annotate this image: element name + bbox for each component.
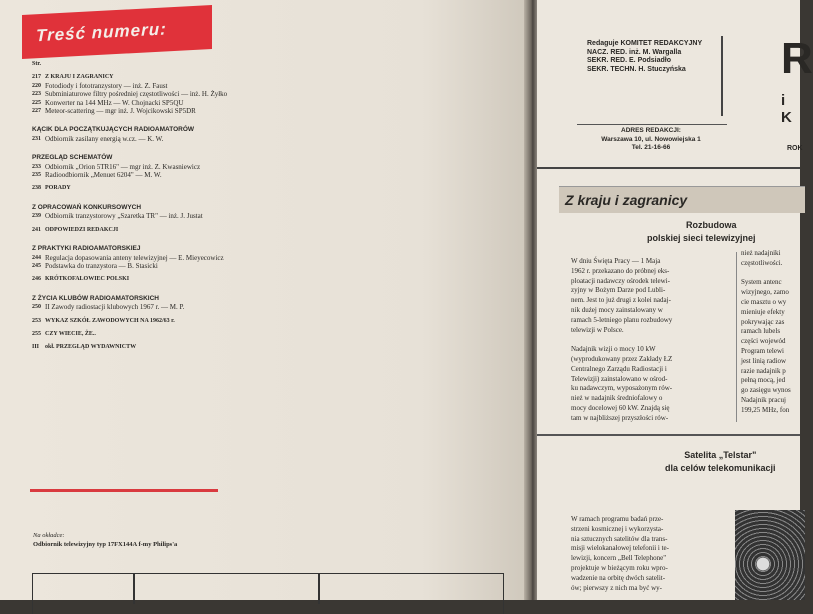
headline-2-line: dla celów telekomunikacji	[665, 463, 776, 473]
article-line: tam w najbliższej przyszłości rów-	[571, 413, 669, 422]
magazine-title-fragment: R	[781, 34, 813, 83]
article-line: wadzenie na orbitę dwóch satelit-	[571, 573, 666, 582]
paragraph-gap	[571, 335, 731, 345]
article-line: nia sztucznych satelitów dla trans-	[571, 534, 668, 543]
headline-1	[647, 219, 756, 245]
toc-entry	[32, 254, 257, 262]
toc-page-number: 231	[32, 135, 41, 142]
headline-2	[665, 449, 776, 475]
address-line: ADRES REDAKCJI:	[621, 127, 681, 134]
toc-entry-text: WYKAZ SZKÓŁ ZAWODOWYCH NA 1962/63 r.	[45, 317, 175, 324]
toc-entry	[32, 303, 257, 311]
toc-entry-text: Subminiaturowe filtry pośredniej częstotliwości — inż. H. Żyłko	[45, 90, 228, 99]
masthead-line: NACZ. RED. inż. M. Wargalla	[587, 48, 682, 56]
satellite-photo	[735, 510, 805, 600]
toc-entry-text: Odbiornik tranzystorowy „Szaretka TR" — inż. J. Justat	[45, 212, 203, 221]
magazine-subtitle-fragment: i K	[781, 92, 792, 126]
toc-entry-text: KRÓTKOFALOWIEC POLSKI	[45, 276, 130, 283]
toc-page-number: 227	[32, 108, 41, 115]
article-line: cie masztu o wy	[741, 297, 787, 306]
masthead-line: Redaguje KOMITET REDAKCYJNY	[587, 40, 703, 47]
article-line: W ramach programu badań prze-	[571, 515, 664, 523]
red-divider	[30, 489, 218, 492]
toc-entry	[32, 135, 257, 143]
toc-page-number: 255	[32, 330, 41, 337]
article-rule	[537, 434, 800, 436]
toc-entry-text: Konwerter na 144 MHz — W. Chojnacki SP5QU	[45, 98, 184, 107]
toc-entry	[32, 90, 257, 98]
address-rule	[577, 124, 727, 125]
bottom-frame	[32, 573, 504, 614]
article-line: System antenc	[741, 278, 782, 287]
toc-section-heading: Z OPRACOWAŃ KONKURSOWYCH	[32, 203, 142, 211]
article-line: mocy docelowej 60 kW. Znajdą się	[571, 403, 670, 412]
toc-section-heading: Z PRAKTYKI RADIOAMATORSKIEJ	[32, 245, 141, 253]
toc-banner	[22, 5, 212, 59]
toc-page-number: 225	[32, 99, 41, 106]
toc-entry	[32, 330, 257, 338]
article-line: części wojewód	[741, 337, 786, 346]
toc-entry	[32, 226, 257, 234]
article-line: Nadajnik wizji o mocy 10 kW	[571, 345, 656, 354]
cover-note	[33, 531, 177, 549]
article-line: ploatacji nadawczy ośrodek telewi-	[571, 276, 670, 285]
masthead-rule	[721, 36, 723, 116]
header-rule	[537, 167, 800, 169]
toc-page-number: 239	[32, 213, 41, 220]
toc-page-number: 244	[32, 254, 41, 261]
section-title: Z kraju i zagranicy	[565, 192, 688, 208]
year-fragment: ROK	[787, 145, 803, 152]
article-line: nik dużej mocy zainstalowany w	[571, 305, 663, 314]
article-line: ów; pierwszy z nich ma być wy-	[571, 583, 662, 592]
toc-entry	[32, 82, 257, 90]
toc-entry	[32, 275, 257, 283]
article-line: razie nadajnik p	[741, 366, 786, 375]
article-line: częstotliwości.	[741, 258, 783, 267]
article-line: jest linią radiow	[741, 356, 787, 365]
toc-entry-text: PORADY	[45, 185, 71, 192]
column-rule	[736, 252, 737, 422]
toc-entry-text: Z KRAJU I ZAGRANICY	[45, 74, 114, 81]
article-line: Centralnego Zarządu Radiostacji i	[571, 364, 667, 373]
article-line: wizyjnego, zamo	[741, 288, 789, 297]
section-banner	[559, 186, 805, 213]
toc-banner-title: Treść numeru:	[36, 19, 167, 46]
toc-entry-text: Podstawka do tranzystora — B. Stasicki	[45, 261, 158, 270]
address-line: Warszawa 10, ul. Nowowiejska 1	[601, 135, 701, 143]
frame-divider	[318, 574, 320, 604]
cover-note-title: Na okładce:	[33, 532, 65, 539]
article-line: Program telewi	[741, 346, 784, 355]
headline-2-line: Satelita „Telstar"	[684, 450, 757, 460]
toc-entry	[32, 317, 257, 325]
toc-entry	[32, 163, 257, 171]
article-2-column-1	[571, 515, 731, 593]
article-line: (wyprodukowany przez Zakłady ŁZ	[571, 354, 673, 363]
toc-entry	[32, 171, 257, 179]
right-page	[537, 0, 813, 600]
toc-entry-text: Fotodiody i fototranzystory — inż. Z. Faust	[45, 81, 168, 90]
article-line: pokrywając zas	[741, 317, 785, 326]
str-label: Str.	[32, 61, 41, 67]
toc-entry	[32, 99, 257, 107]
toc-section-heading: Z ŻYCIA KLUBÓW RADIOAMATORSKICH	[32, 294, 159, 302]
toc-page-number: 220	[32, 82, 41, 89]
toc-entry-text: ODPOWIEDZI REDAKCJI	[45, 226, 119, 233]
article-line: lewizji, koncern „Bell Telephone"	[571, 554, 667, 563]
article-line: nem. Jest to już drugi z kolei nadaj-	[571, 296, 671, 305]
toc-page-number: 235	[32, 172, 41, 179]
toc-page-number: 245	[32, 262, 41, 269]
toc-entry	[32, 262, 257, 270]
article-1-column-1	[571, 257, 731, 424]
toc-page-number: III	[32, 344, 40, 351]
toc-entry-text: Odbiornik „Orion 5TR16" — mgr inż. Z. Kwasniewicz	[45, 162, 201, 171]
article-line: ramach lubels	[741, 327, 781, 336]
article-line: misji wielokanałowej telefonii i te-	[571, 544, 669, 553]
toc-entry	[32, 73, 257, 81]
headline-1-line: Rozbudowa	[686, 220, 737, 230]
toc-entry	[32, 212, 257, 220]
toc-entry-text: II Zawody radiostacji klubowych 1967 r. — M. P.	[45, 303, 185, 312]
toc-entry-text: CZY WIECIE, ŻE..	[45, 330, 96, 337]
article-line: mieniuje efekty	[741, 307, 785, 316]
toc-entry-text: Regulacja dopasowania anteny telewizyjnej — E. Mieyecowicz	[45, 253, 224, 262]
article-line: nież nadajniki	[741, 249, 781, 257]
article-line: zyjny w Bożym Darze pod Lubli-	[571, 286, 666, 295]
article-line: Telewizji) zainstalowano w ośrod-	[571, 374, 668, 383]
headline-1-line: polskiej sieci telewizyjnej	[647, 233, 756, 243]
cover-note-text: Odbiornik telewizyjny typ 17FX144A f-my Philips'a	[33, 541, 178, 548]
article-line: W dniu Święta Pracy — 1 Maja	[571, 257, 661, 265]
toc-page-number: 250	[32, 304, 41, 311]
toc-entry	[32, 184, 257, 192]
article-line: 1962 r. przekazano do próbnej eks-	[571, 266, 670, 275]
article-line	[741, 269, 801, 279]
toc-section-heading: KĄCIK DLA POCZĄTKUJĄCYCH RADIOAMATORÓW	[32, 126, 195, 134]
article-line: telewizji w Polsce.	[571, 325, 624, 334]
toc-entry	[32, 107, 257, 115]
frame-divider	[133, 574, 135, 604]
masthead-line: SEKR. RED. E. Podsiadło	[587, 57, 672, 64]
article-line: nież w nadajnik średniofalowy o	[571, 394, 663, 403]
masthead-line: SEKR. TECHN. H. Stuczyńska	[587, 65, 686, 73]
article-line: ramach 5-letniego planu rozbudowy	[571, 315, 673, 324]
toc-page-number: 246	[32, 276, 41, 283]
toc-page-number: 253	[32, 317, 41, 324]
toc-page-number: 223	[32, 91, 41, 98]
editorial-masthead	[587, 40, 702, 74]
toc-entry	[32, 343, 257, 351]
toc-entry-text: okł. PRZEGLĄD WYDAWNICTW	[45, 344, 137, 351]
address-line: Tel. 21-16-66	[631, 144, 671, 151]
article-line: projektuje w bieżącym roku wpro-	[571, 563, 668, 572]
table-of-contents	[32, 60, 257, 352]
article-line: 199,25 MHz, fon	[741, 405, 790, 414]
article-line: pełną mocą, jed	[741, 376, 786, 385]
article-line: strzeni kosmicznej i wykorzysta-	[571, 524, 664, 533]
article-1-column-2	[741, 249, 801, 416]
toc-page-number: 238	[32, 185, 41, 192]
toc-entry-text: Meteor-scattering — mgr inż. J. Wojcikowski SP5DR	[45, 107, 196, 116]
article-line: go zasięgu wynos	[741, 386, 791, 395]
toc-section-heading: PRZEGLĄD SCHEMATÓW	[32, 154, 113, 162]
toc-entry-text: Radioodbiornik „Menuet 6204" — M. W.	[45, 171, 162, 180]
article-line: Nadajnik pracuj	[741, 395, 786, 404]
article-line: ku nadawczym, wyposażonym rów-	[571, 384, 673, 393]
editorial-address	[581, 127, 721, 153]
toc-entry-text: Odbiornik zasilany energią w.cz. — K. W.	[45, 134, 164, 143]
toc-page-number: 233	[32, 163, 41, 170]
toc-page-number: 217	[32, 74, 41, 81]
toc-page-number: 241	[32, 226, 41, 233]
